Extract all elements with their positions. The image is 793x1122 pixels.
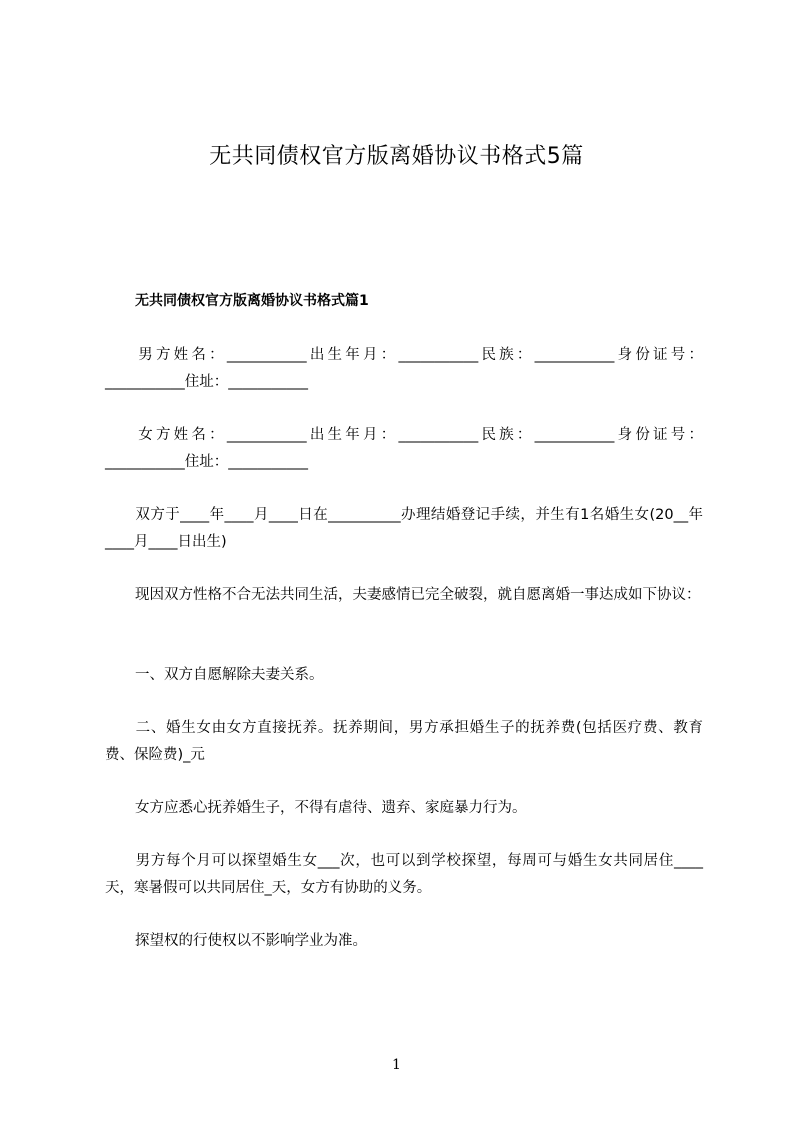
paragraph-text: 女方应悉心抚养婚生子，不得有虐待、遗弃、家庭暴力行为。 (135, 800, 527, 816)
section-heading: 无共同债权官方版离婚协议书格式篇1 (135, 293, 369, 309)
paragraph-custody-duty (105, 795, 703, 822)
paragraph-female-info (105, 422, 703, 476)
paragraph-text: 男方每个月可以探望婚生女___次，也可以到学校探望，每周可与婚生女共同居住____天，寒暑假可以共同居住_天，女方有协助的义务。 (105, 853, 703, 896)
paragraph-male-info (105, 342, 703, 396)
paragraph-divorce-reason (105, 582, 703, 609)
paragraph-text: 男方姓名：___________出生年月：___________民族：___________身份证号：___________住址：___________ (105, 347, 703, 390)
paragraph-text: 女方姓名：___________出生年月：___________民族：___________身份证号：___________住址：___________ (105, 427, 703, 470)
paragraph-marriage-registration (105, 502, 703, 556)
paragraph-text: 一、双方自愿解除夫妻关系。 (135, 667, 324, 683)
paragraph-text: 现因双方性格不合无法共同生活，夫妻感情已完全破裂，就自愿离婚一事达成如下协议： (135, 587, 701, 603)
paragraph-text: 双方于____年____月____日在__________办理结婚登记手续，并生有1名婚生女(20__年____月____日出生) (105, 507, 703, 550)
paragraph-clause-1 (105, 662, 703, 689)
paragraph-visitation-limit (105, 928, 703, 955)
paragraph-text: 二、婚生女由女方直接抚养。抚养期间，男方承担婚生子的抚养费(包括医疗费、教育费、保险费)_元 (105, 720, 703, 763)
paragraph-visitation (105, 848, 703, 902)
page-number: 1 (392, 1057, 401, 1073)
paragraph-text: 探望权的行使权以不影响学业为准。 (135, 933, 367, 949)
paragraph-clause-2 (105, 715, 703, 769)
document-title: 无共同债权官方版离婚协议书格式5篇 (209, 144, 584, 169)
